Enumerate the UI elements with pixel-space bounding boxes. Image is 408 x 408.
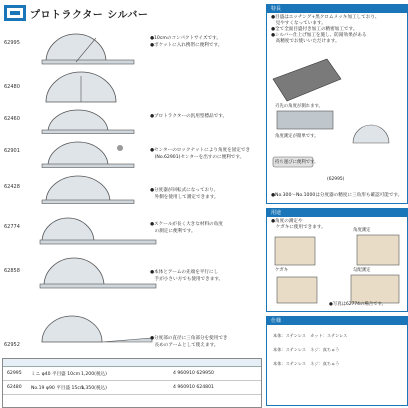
- table-cell-name: No.19 φ90 平目盛 15cm: [31, 386, 85, 391]
- feature-caption: 角度測定が簡単です。: [275, 134, 319, 139]
- product-row: [0, 106, 262, 136]
- table-header: [3, 359, 261, 367]
- table-cell-price: 1,200(税込): [81, 372, 107, 377]
- usage-footnote: ●写真は62774の場合です。: [329, 302, 386, 307]
- product-note: の測定に便利です。: [150, 229, 196, 234]
- product-note: ●本体とアームの先端を平行にし: [150, 270, 219, 275]
- product-code: 62774: [4, 224, 20, 230]
- product-note: 外側を使用して測定できます。: [150, 195, 219, 200]
- product-code: 62995: [4, 40, 20, 46]
- feature-panel-title: 特長: [267, 5, 407, 13]
- product-image: [36, 172, 136, 206]
- spec-table: [2, 358, 262, 408]
- product-row: [0, 30, 262, 70]
- table-cell-jan: 4 960910 624801: [173, 385, 214, 390]
- feature-note: ●目盛はエッチング+黒クロムメッキ加工しており、: [271, 15, 380, 20]
- product-note: ●10cmのコンパクトサイズです。: [150, 36, 221, 41]
- usage-panel-title: 用途: [267, 209, 407, 217]
- product-image: [36, 32, 136, 66]
- product-row: [0, 70, 262, 106]
- usage-note: ●角度の測定や: [271, 219, 303, 224]
- table-cell-code: 62995: [7, 371, 22, 376]
- page-title: プロトラクター シルバー: [30, 10, 149, 21]
- specs-row: 本体：ステンレス ネジ：真ちゅう: [273, 347, 340, 352]
- product-code: 62952: [4, 342, 20, 348]
- product-note: ●スケールが長く大きな材料の角度: [150, 222, 223, 227]
- product-row: [0, 252, 262, 302]
- product-note: ●センターのロックナットにより角度を固定でき: [150, 148, 251, 153]
- product-row: [0, 208, 262, 252]
- feature-caption: (62995): [327, 177, 345, 182]
- product-code: 62858: [4, 268, 20, 274]
- usage-caption: ケガキ: [275, 268, 289, 273]
- table-row: [3, 381, 261, 395]
- product-row: [0, 172, 262, 208]
- feature-panel: [266, 4, 408, 204]
- product-row: [0, 302, 262, 356]
- product-image: [36, 108, 136, 134]
- product-row: [0, 136, 262, 172]
- table-cell-code: 62480: [7, 385, 22, 390]
- table-row: [3, 367, 261, 381]
- product-code: 62480: [4, 84, 20, 90]
- usage-panel: [266, 208, 408, 312]
- feature-note: ●全て全面目盛付き加工の精密加工です。: [271, 27, 358, 32]
- product-image: [36, 70, 126, 104]
- product-note: ●ポケットに入れ携帯に便利です。: [150, 43, 223, 48]
- table-cell-price: 1,350(税込): [81, 386, 107, 391]
- product-note: ●プロトラクターの汎用型標品です。: [150, 114, 228, 119]
- product-image: [36, 138, 136, 168]
- feature-footnote: ●No.300～No.1000は分度器の精度に三角形も確認可能です。: [271, 193, 403, 198]
- product-code: 62428: [4, 184, 20, 190]
- specs-panel: [266, 316, 408, 406]
- specs-panel-title: 仕様: [267, 317, 407, 325]
- feature-caption: 持ち運びに便利です。: [275, 160, 319, 165]
- table-cell-name: ミニ φ40 平目盛 10cm: [31, 372, 81, 377]
- product-note: ●分度器が回転式になっており、: [150, 188, 219, 193]
- usage-caption: 角度測定: [353, 228, 371, 233]
- product-code: 62460: [4, 116, 20, 122]
- feature-note: ●シルバー仕上げ加工を施し、防錆効果がある: [271, 33, 367, 38]
- product-note: (No.62901)センターを出すのに便利です。: [150, 155, 245, 160]
- brand-logo: [4, 5, 26, 21]
- feature-note: 見やすくなっています。: [271, 21, 326, 26]
- product-image: [36, 302, 158, 352]
- feature-note: 高精度でお使いいただけます。: [271, 39, 340, 44]
- feature-caption: 刃先の角度が測れます。: [275, 104, 323, 109]
- product-note: ●分度部の直径に三角部分を使用でき: [150, 336, 228, 341]
- usage-note: ケガキに使用できます。: [271, 225, 326, 230]
- product-note: 長めのアームとして使えます。: [150, 343, 219, 348]
- specs-row: 本体：ステンレス カット：ステンレス: [273, 333, 348, 338]
- product-image: [36, 210, 158, 250]
- specs-row: 本体：ステンレス ネジ：真ちゅう: [273, 361, 340, 366]
- product-code: 62901: [4, 148, 20, 154]
- table-cell-jan: 4 960910 629950: [173, 371, 214, 376]
- usage-caption: 勾配測定: [353, 268, 371, 273]
- product-image: [36, 252, 158, 298]
- product-note: 手が小さい方でも使用できます。: [150, 277, 224, 282]
